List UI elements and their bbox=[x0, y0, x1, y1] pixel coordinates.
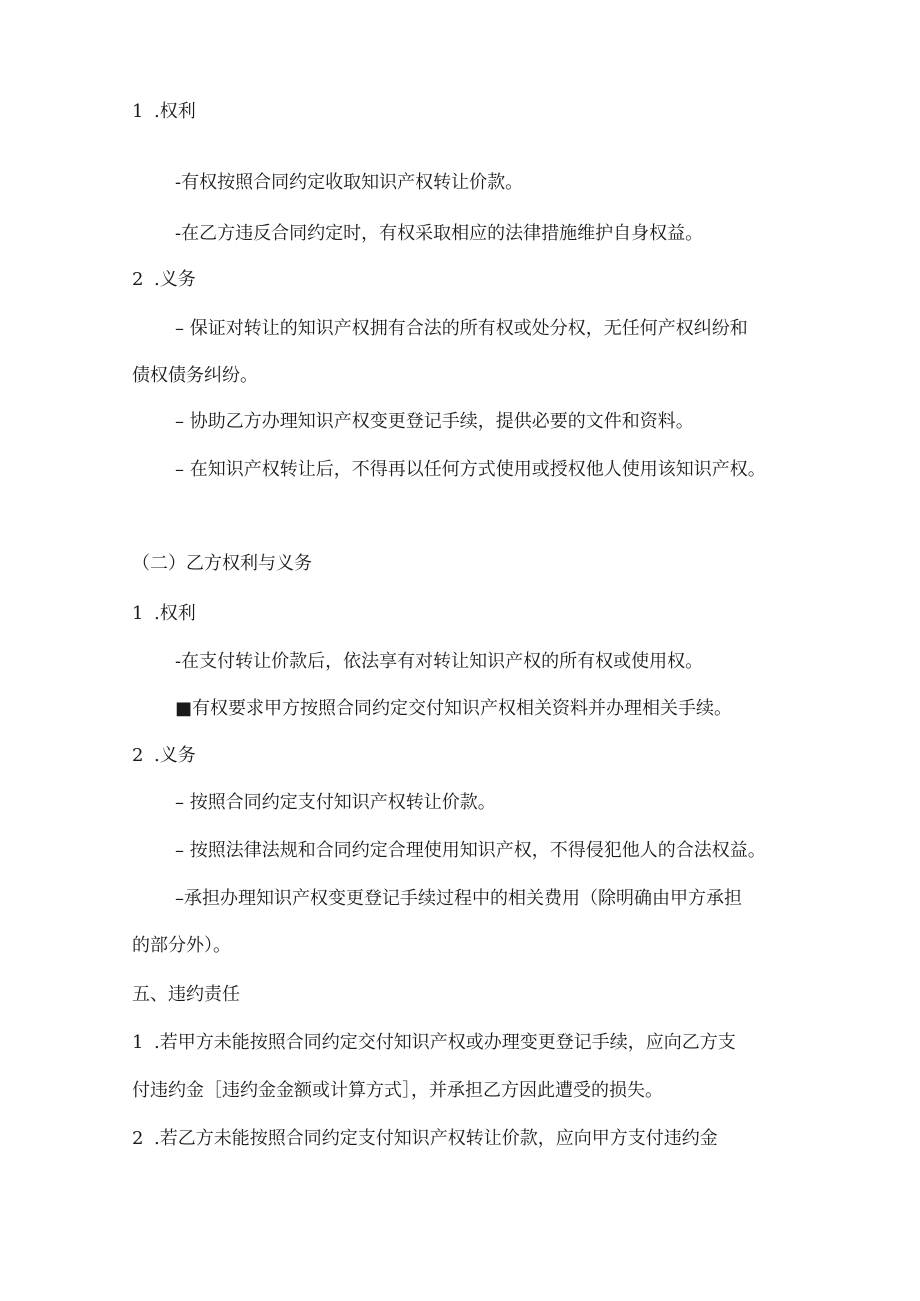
c-clause-1-cont: 付违约金［违约金金额或计算方式］，并承担乙方因此遭受的损失。 bbox=[132, 1080, 663, 1101]
section-b-obligations-title: 2 .义务 bbox=[132, 745, 196, 766]
section-a-obligations-title: 2 .义务 bbox=[132, 269, 196, 290]
b-obligation-3-cont: 的部分外）。 bbox=[132, 935, 231, 956]
a-obligation-1: – 保证对转让的知识产权拥有合法的所有权或处分权，无任何产权纠纷和 bbox=[175, 318, 748, 339]
a-right-1: -有权按照合同约定收取知识产权转让价款。 bbox=[175, 172, 524, 193]
section-b-heading: （二）乙方权利与义务 bbox=[132, 553, 312, 574]
b-right-1: -在支付转让价款后，依法享有对转让知识产权的所有权或使用权。 bbox=[175, 651, 704, 672]
a-obligation-2: – 协助乙方办理知识产权变更登记手续，提供必要的文件和资料。 bbox=[175, 411, 694, 432]
b-obligation-1: – 按照合同约定支付知识产权转让价款。 bbox=[175, 792, 496, 813]
section-a-rights-title: 1 .权利 bbox=[132, 101, 196, 122]
a-obligation-1-cont: 债权债务纠纷。 bbox=[132, 365, 258, 386]
b-obligation-3: –承担办理知识产权变更登记手续过程中的相关费用（除明确由甲方承担 bbox=[175, 888, 742, 909]
a-obligation-3: – 在知识产权转让后，不得再以任何方式使用或授权他人使用该知识产权。 bbox=[175, 459, 766, 480]
a-right-2: -在乙方违反合同约定时，有权采取相应的法律措施维护自身权益。 bbox=[175, 223, 704, 244]
b-obligation-2: – 按照法律法规和合同约定合理使用知识产权，不得侵犯他人的合法权益。 bbox=[175, 840, 766, 861]
section-c-heading: 五、违约责任 bbox=[132, 984, 240, 1005]
b-right-2: ■有权要求甲方按照合同约定交付知识产权相关资料并办理相关手续。 bbox=[175, 698, 733, 719]
c-clause-1: 1 .若甲方未能按照合同约定交付知识产权或办理变更登记手续，应向乙方支 bbox=[132, 1032, 736, 1053]
c-clause-2: 2 .若乙方未能按照合同约定支付知识产权转让价款，应向甲方支付违约金 bbox=[132, 1128, 718, 1149]
section-b-rights-title: 1 .权利 bbox=[132, 603, 196, 624]
